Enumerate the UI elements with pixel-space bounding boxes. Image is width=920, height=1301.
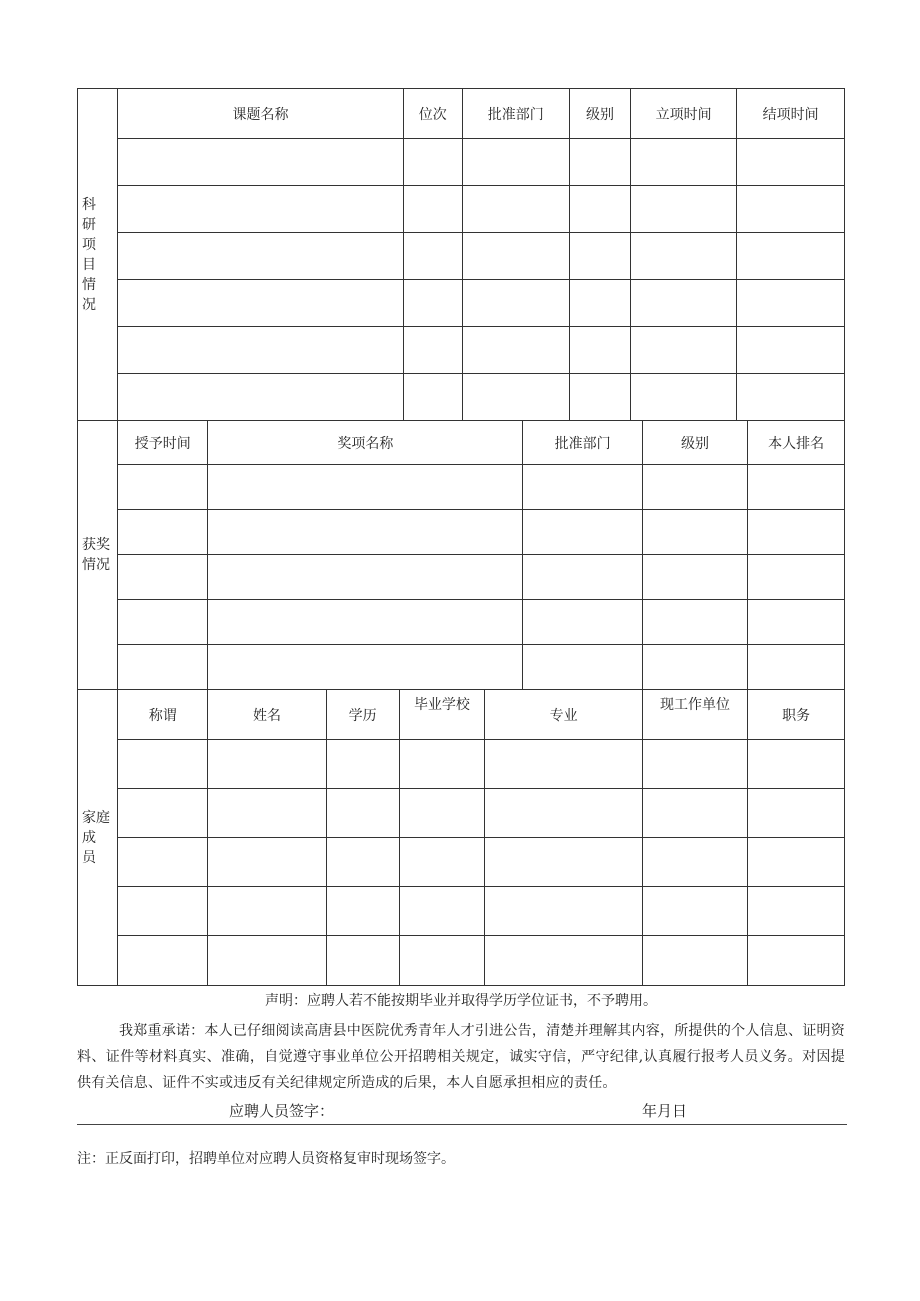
cell[interactable]	[485, 936, 642, 986]
cell[interactable]	[399, 789, 485, 838]
cell[interactable]	[118, 789, 208, 838]
cell[interactable]	[523, 465, 642, 510]
family-row	[78, 789, 845, 838]
research-section-label	[78, 89, 118, 421]
cell[interactable]	[399, 740, 485, 789]
cell[interactable]	[570, 327, 631, 374]
awards-row	[78, 645, 845, 690]
cell[interactable]	[462, 374, 570, 421]
cell[interactable]	[748, 789, 845, 838]
cell[interactable]	[630, 233, 736, 280]
cell[interactable]	[630, 327, 736, 374]
cell[interactable]	[462, 139, 570, 186]
header-name: 姓名	[208, 690, 326, 740]
graduation-statement: 声明：应聘人若不能按期毕业并取得学历学位证书，不予聘用。	[265, 993, 657, 1009]
cell[interactable]	[118, 139, 404, 186]
cell[interactable]	[118, 465, 208, 510]
family-label-line: 家庭	[82, 809, 110, 826]
header-rank: 位次	[403, 89, 462, 139]
cell[interactable]	[570, 233, 631, 280]
signature-row	[77, 1098, 847, 1125]
cell[interactable]	[748, 838, 845, 887]
header-project-name: 课题名称	[118, 89, 404, 139]
cell[interactable]	[748, 645, 845, 690]
date-label: 年月日	[642, 1102, 688, 1120]
cell[interactable]	[642, 887, 747, 936]
research-header-row	[78, 89, 845, 139]
cell[interactable]	[748, 887, 845, 936]
cell[interactable]	[570, 139, 631, 186]
header-major: 专业	[485, 690, 642, 740]
cell[interactable]	[399, 838, 485, 887]
cell[interactable]	[399, 936, 485, 986]
cell[interactable]	[570, 374, 631, 421]
cell[interactable]	[326, 936, 399, 986]
cell[interactable]	[737, 139, 845, 186]
research-label-char: 况	[82, 296, 96, 313]
cell[interactable]	[485, 838, 642, 887]
awards-row	[78, 465, 845, 510]
cell[interactable]	[118, 510, 208, 555]
cell[interactable]	[118, 327, 404, 374]
cell[interactable]	[737, 233, 845, 280]
header-relation: 称谓	[118, 690, 208, 740]
header-award-date: 授予时间	[118, 421, 208, 465]
print-footnote: 注：正反面打印，招聘单位对应聘人员资格复审时现场签字。	[77, 1151, 455, 1167]
awards-row	[78, 600, 845, 645]
research-label-char: 研	[82, 216, 96, 233]
cell[interactable]	[748, 600, 845, 645]
cell[interactable]	[403, 327, 462, 374]
cell[interactable]	[748, 936, 845, 986]
family-row	[78, 740, 845, 789]
cell[interactable]	[737, 374, 845, 421]
research-row	[78, 280, 845, 327]
signature-label: 应聘人员签字：	[229, 1102, 335, 1120]
header-self-rank: 本人排名	[748, 421, 845, 465]
cell[interactable]	[208, 645, 523, 690]
cell[interactable]	[208, 789, 326, 838]
cell[interactable]	[118, 233, 404, 280]
cell[interactable]	[326, 838, 399, 887]
cell[interactable]	[748, 510, 845, 555]
family-row	[78, 887, 845, 936]
research-row	[78, 327, 845, 374]
cell[interactable]	[642, 465, 747, 510]
cell[interactable]	[326, 887, 399, 936]
header-employer: 现工作单位	[642, 690, 747, 740]
cell[interactable]	[462, 186, 570, 233]
cell[interactable]	[737, 186, 845, 233]
header-end-date: 结项时间	[737, 89, 845, 139]
cell[interactable]	[642, 838, 747, 887]
family-section-label	[78, 690, 118, 986]
cell[interactable]	[642, 510, 747, 555]
awards-label-line: 获奖	[82, 537, 110, 553]
cell[interactable]	[748, 555, 845, 600]
cell[interactable]	[485, 740, 642, 789]
cell[interactable]	[118, 645, 208, 690]
cell[interactable]	[737, 327, 845, 374]
cell[interactable]	[403, 139, 462, 186]
cell[interactable]	[642, 936, 747, 986]
header-award-name: 奖项名称	[208, 421, 523, 465]
awards-header-row	[78, 421, 845, 465]
cell[interactable]	[642, 789, 747, 838]
cell[interactable]	[208, 740, 326, 789]
cell[interactable]	[485, 789, 642, 838]
family-header-row	[78, 690, 845, 740]
research-row	[78, 139, 845, 186]
cell[interactable]	[462, 327, 570, 374]
research-label-char: 科	[82, 196, 96, 213]
research-label-char: 目	[82, 256, 96, 273]
header-school: 毕业学校	[399, 690, 485, 740]
cell[interactable]	[118, 887, 208, 936]
application-form-table	[77, 88, 845, 986]
research-label-char: 项	[82, 236, 96, 253]
cell[interactable]	[630, 186, 736, 233]
cell[interactable]	[630, 374, 736, 421]
cell[interactable]	[403, 186, 462, 233]
family-label-line: 员	[82, 849, 96, 866]
cell[interactable]	[118, 838, 208, 887]
header-education: 学历	[326, 690, 399, 740]
cell[interactable]	[642, 555, 747, 600]
cell[interactable]	[118, 374, 404, 421]
research-row	[78, 233, 845, 280]
cell[interactable]	[403, 280, 462, 327]
cell[interactable]	[570, 186, 631, 233]
cell[interactable]	[118, 740, 208, 789]
cell[interactable]	[523, 555, 642, 600]
research-row	[78, 186, 845, 233]
cell[interactable]	[118, 555, 208, 600]
cell[interactable]	[462, 280, 570, 327]
header-level: 级别	[570, 89, 631, 139]
cell[interactable]	[485, 887, 642, 936]
cell[interactable]	[326, 789, 399, 838]
cell[interactable]	[570, 280, 631, 327]
awards-row	[78, 555, 845, 600]
cell[interactable]	[403, 374, 462, 421]
cell[interactable]	[523, 645, 642, 690]
cell[interactable]	[118, 600, 208, 645]
awards-row	[78, 510, 845, 555]
family-label-line: 成	[82, 829, 96, 846]
cell[interactable]	[208, 510, 523, 555]
cell[interactable]	[403, 233, 462, 280]
cell[interactable]	[748, 740, 845, 789]
header-start-date: 立项时间	[630, 89, 736, 139]
cell[interactable]	[523, 510, 642, 555]
cell[interactable]	[118, 936, 208, 986]
cell[interactable]	[462, 233, 570, 280]
cell[interactable]	[642, 740, 747, 789]
header-award-level: 级别	[642, 421, 747, 465]
awards-label-line: 情况	[82, 557, 110, 573]
cell[interactable]	[642, 645, 747, 690]
cell[interactable]	[630, 280, 736, 327]
cell[interactable]	[737, 280, 845, 327]
cell[interactable]	[208, 838, 326, 887]
awards-section-label	[78, 421, 118, 690]
cell[interactable]	[642, 600, 747, 645]
cell[interactable]	[630, 139, 736, 186]
cell[interactable]	[118, 186, 404, 233]
research-row	[78, 374, 845, 421]
cell[interactable]	[208, 600, 523, 645]
research-label-char: 情	[82, 276, 96, 293]
family-row	[78, 936, 845, 986]
cell[interactable]	[208, 465, 523, 510]
header-position: 职务	[748, 690, 845, 740]
cell[interactable]	[208, 555, 523, 600]
cell[interactable]	[118, 280, 404, 327]
integrity-promise: 我郑重承诺：本人已仔细阅读高唐县中医院优秀青年人才引进公告，清楚并理解其内容，所提供的个人信息、证明资料、证件等材料真实、准确，自觉遵守事业单位公开招聘相关规定，诚实守信，严守纪律,认真履行报考人员义务。对因提供有关信息、证件不实或违反有关纪律规定所造成的后果，本人自愿承担相应的责任。	[77, 1023, 845, 1091]
header-award-dept: 批准部门	[523, 421, 642, 465]
cell[interactable]	[399, 887, 485, 936]
cell[interactable]	[208, 887, 326, 936]
cell[interactable]	[748, 465, 845, 510]
cell[interactable]	[326, 740, 399, 789]
header-approving-dept: 批准部门	[462, 89, 570, 139]
cell[interactable]	[523, 600, 642, 645]
cell[interactable]	[208, 936, 326, 986]
family-row	[78, 838, 845, 887]
